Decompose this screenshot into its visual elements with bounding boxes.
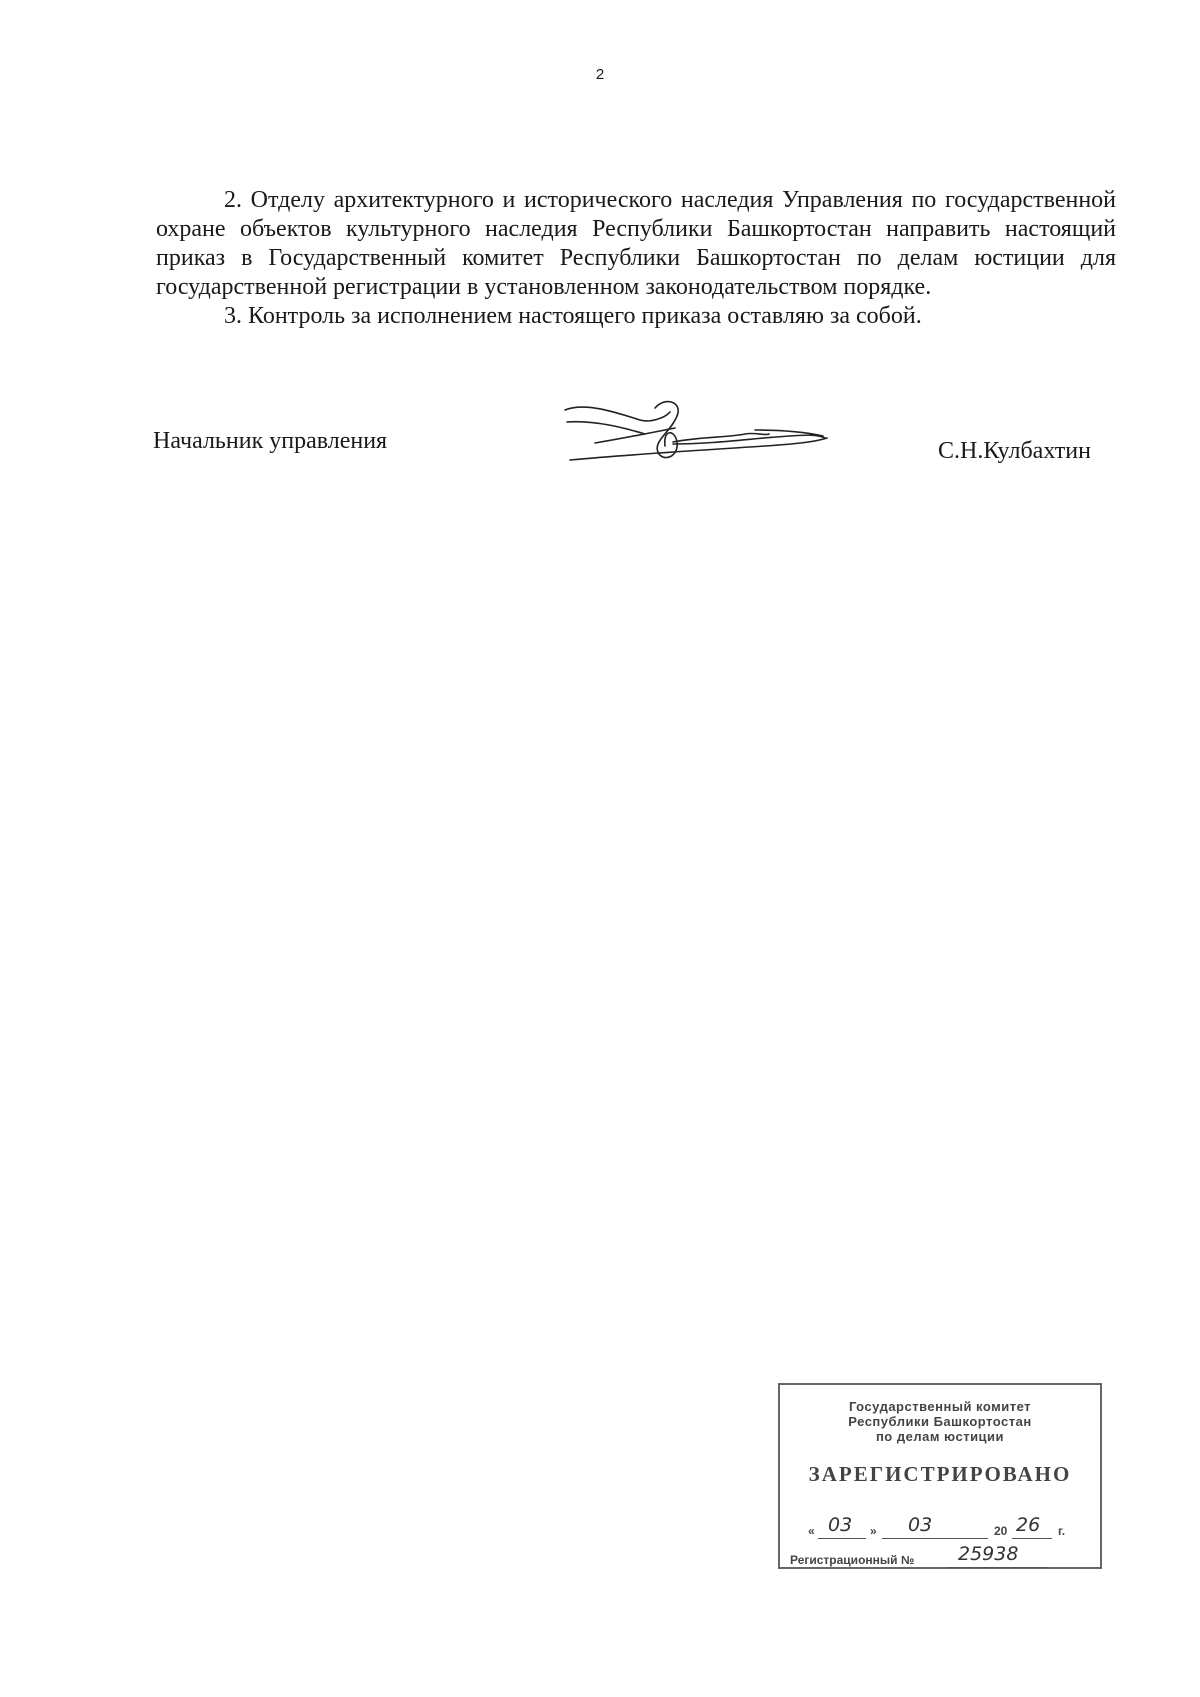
signature-block: [0, 398, 1200, 488]
stamp-reg-line: [948, 1567, 1048, 1568]
stamp-date-day: 03: [828, 1514, 853, 1536]
stamp-date-open-quote: «: [808, 1524, 815, 1538]
stamp-org-line: Государственный комитет: [848, 1399, 1032, 1414]
stamp-date-year-unit: г.: [1058, 1524, 1066, 1538]
document-body: [156, 186, 1116, 331]
paragraph-3: 3. Контроль за исполнением настоящего приказа оставляю за собой.: [224, 303, 922, 329]
stamp-date-close-quote: »: [870, 1524, 877, 1538]
paragraph-2: 2. Отделу архитектурного и исторического наследия Управления по государственной охране объектов культурного наследия Республики Башкортостан направить настоящий приказ в Государственный комитет Республики Башкортостан по делам юстиции для государственной регистрации в установленном законодательством порядке.: [156, 187, 1116, 300]
stamp-date-day-line: [818, 1538, 866, 1539]
stamp-date-year: 26: [1016, 1514, 1041, 1536]
stamp-reg-number: 25938: [958, 1543, 1019, 1565]
stamp-date-month: 03: [908, 1514, 933, 1536]
stamp-org-line: по делам юстиции: [875, 1429, 1005, 1444]
stamp-date: [808, 1514, 1098, 1542]
stamp-org-line: Республики Башкортостан: [848, 1414, 1032, 1429]
stamp-registration-number: [790, 1543, 1090, 1569]
stamp-date-month-line: [882, 1538, 988, 1539]
registration-stamp: [778, 1383, 1102, 1569]
handwritten-signature: [555, 398, 855, 478]
signatory-name: С.Н.Кулбахтин: [938, 438, 1091, 464]
stamp-organization: [780, 1399, 1100, 1444]
stamp-date-year-line: [1012, 1538, 1052, 1539]
stamp-reg-label: Регистрационный №: [790, 1553, 915, 1567]
page-number: 2: [595, 66, 605, 83]
stamp-date-year-prefix: 20: [994, 1524, 1008, 1538]
stamp-registered-label: ЗАРЕГИСТРИРОВАНО: [808, 1462, 1072, 1486]
signatory-position: Начальник управления: [153, 428, 388, 454]
